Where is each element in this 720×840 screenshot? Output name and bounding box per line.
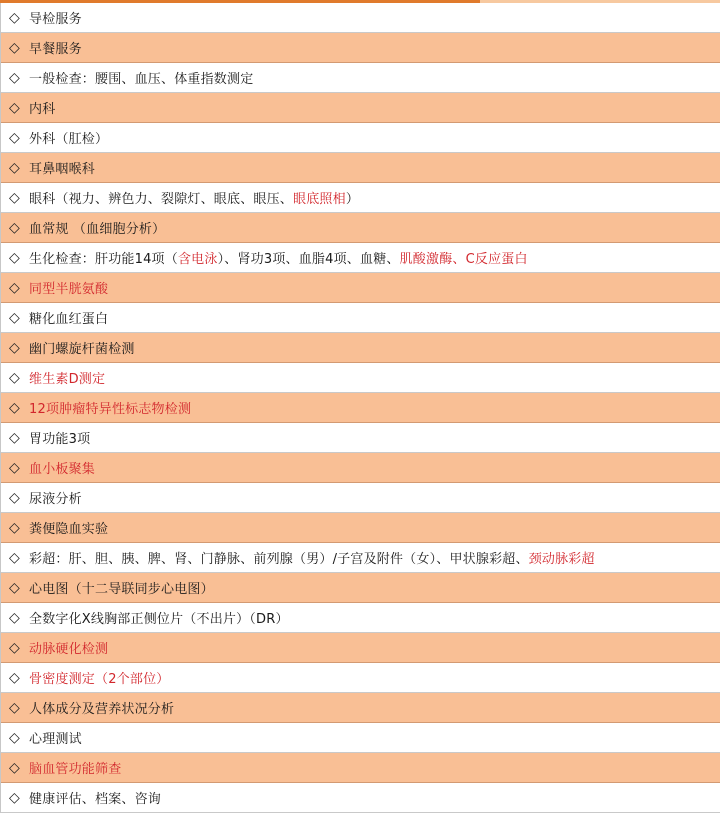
list-item — [1, 483, 720, 513]
list-item — [1, 93, 720, 123]
list-item-text — [27, 158, 95, 177]
list-item-text — [27, 98, 55, 117]
item-text-segment: ）、肾功3项、血脂4项、血糖、 — [217, 252, 400, 267]
highlighted-text: 骨密度测定（2个部位） — [29, 672, 170, 687]
item-text-segment: 生化检查：肝功能14项（ — [29, 252, 178, 267]
diamond-bullet-icon: ◇ — [9, 309, 20, 326]
list-item — [1, 243, 720, 273]
list-item-text — [27, 338, 135, 357]
diamond-bullet-icon: ◇ — [9, 699, 20, 716]
list-item-text — [27, 398, 191, 417]
list-item-text — [27, 698, 174, 717]
list-item-text — [27, 548, 595, 567]
diamond-bullet-icon: ◇ — [9, 789, 20, 806]
diamond-bullet-icon: ◇ — [9, 279, 20, 296]
list-item-text — [27, 278, 108, 297]
list-item — [1, 363, 720, 393]
diamond-bullet-icon: ◇ — [9, 39, 20, 56]
list-item-text — [27, 68, 253, 87]
item-text-segment: 胃功能3项 — [29, 432, 91, 447]
list-item — [1, 213, 720, 243]
list-item — [1, 123, 720, 153]
checkup-item-list — [0, 3, 720, 813]
item-text-segment: 外科（肛检） — [29, 132, 109, 147]
diamond-bullet-icon: ◇ — [9, 669, 20, 686]
list-item-text — [27, 188, 359, 207]
list-item-text — [27, 128, 108, 147]
highlighted-text: 眼底照相 — [293, 192, 346, 207]
item-text-segment: 粪便隐血实验 — [29, 522, 109, 537]
diamond-bullet-icon: ◇ — [9, 639, 20, 656]
list-item — [1, 543, 720, 573]
list-item-text — [27, 578, 214, 597]
list-item — [1, 153, 720, 183]
highlighted-text: 颈动脉彩超 — [528, 552, 595, 567]
item-text-segment: 彩超：肝、胆、胰、脾、肾、门静脉、前列腺（男）/子宫及附件（女）、甲状腺彩超、 — [29, 552, 529, 567]
list-item — [1, 393, 720, 423]
list-item — [1, 513, 720, 543]
diamond-bullet-icon: ◇ — [9, 159, 20, 176]
item-text-segment: 全数字化X线胸部正侧位片（不出片）（DR） — [29, 612, 289, 627]
list-item — [1, 753, 720, 783]
diamond-bullet-icon: ◇ — [9, 459, 20, 476]
list-item — [1, 423, 720, 453]
list-item-text — [27, 458, 95, 477]
list-item-text — [27, 8, 82, 27]
list-item — [1, 633, 720, 663]
item-text-segment: 糖化血红蛋白 — [29, 312, 109, 327]
item-text-segment: 人体成分及营养状况分析 — [29, 702, 175, 717]
list-item — [1, 63, 720, 93]
list-item-text — [27, 488, 82, 507]
diamond-bullet-icon: ◇ — [9, 549, 20, 566]
list-item — [1, 3, 720, 33]
item-text-segment: 导检服务 — [29, 12, 82, 27]
item-text-segment: 健康评估、档案、咨询 — [29, 792, 162, 807]
diamond-bullet-icon: ◇ — [9, 579, 20, 596]
list-item — [1, 33, 720, 63]
item-text-segment: 心理测试 — [29, 732, 82, 747]
diamond-bullet-icon: ◇ — [9, 369, 20, 386]
highlighted-text: 含电泳 — [177, 252, 218, 267]
item-text-segment: 一般检查：腰围、血压、体重指数测定 — [29, 72, 254, 87]
diamond-bullet-icon: ◇ — [9, 489, 20, 506]
diamond-bullet-icon: ◇ — [9, 69, 20, 86]
list-item — [1, 783, 720, 813]
list-item — [1, 573, 720, 603]
item-text-segment: 眼科（视力、辨色力、裂隙灯、眼底、眼压、 — [29, 192, 294, 207]
highlighted-text: 脑血管功能筛查 — [29, 762, 122, 777]
highlighted-text: 肌酸激酶、C反应蛋白 — [399, 252, 528, 267]
list-item-text — [27, 308, 108, 327]
diamond-bullet-icon: ◇ — [9, 9, 20, 26]
highlighted-text: 12项肿瘤特异性标志物检测 — [29, 402, 192, 417]
diamond-bullet-icon: ◇ — [9, 729, 20, 746]
highlighted-text: 同型半胱氨酸 — [29, 282, 109, 297]
list-item-text — [27, 518, 108, 537]
list-item-text — [27, 668, 169, 687]
list-item — [1, 663, 720, 693]
list-item — [1, 603, 720, 633]
item-text-segment: 血常规 （血细胞分析） — [29, 222, 166, 237]
list-item — [1, 333, 720, 363]
diamond-bullet-icon: ◇ — [9, 219, 20, 236]
list-item — [1, 453, 720, 483]
list-item-text — [27, 758, 121, 777]
list-item — [1, 723, 720, 753]
list-item — [1, 303, 720, 333]
highlighted-text: 维生素D测定 — [29, 372, 106, 387]
diamond-bullet-icon: ◇ — [9, 249, 20, 266]
list-item-text — [27, 218, 165, 237]
diamond-bullet-icon: ◇ — [9, 339, 20, 356]
list-item-text — [27, 248, 528, 267]
item-text-segment: 耳鼻咽喉科 — [29, 162, 96, 177]
diamond-bullet-icon: ◇ — [9, 429, 20, 446]
diamond-bullet-icon: ◇ — [9, 399, 20, 416]
list-item-text — [27, 608, 289, 627]
item-text-segment: 早餐服务 — [29, 42, 82, 57]
item-text-segment: ） — [345, 192, 360, 207]
diamond-bullet-icon: ◇ — [9, 609, 20, 626]
list-item-text — [27, 728, 82, 747]
item-text-segment: 心电图（十二导联同步心电图） — [29, 582, 214, 597]
diamond-bullet-icon: ◇ — [9, 189, 20, 206]
diamond-bullet-icon: ◇ — [9, 99, 20, 116]
diamond-bullet-icon: ◇ — [9, 519, 20, 536]
list-item — [1, 273, 720, 303]
list-item-text — [27, 368, 105, 387]
item-text-segment: 幽门螺旋杆菌检测 — [29, 342, 135, 357]
item-text-segment: 尿液分析 — [29, 492, 82, 507]
highlighted-text: 动脉硬化检测 — [29, 642, 109, 657]
list-item-text — [27, 428, 90, 447]
list-item-text — [27, 38, 82, 57]
list-item-text — [27, 638, 108, 657]
highlighted-text: 血小板聚集 — [29, 462, 96, 477]
item-text-segment: 内科 — [29, 102, 56, 117]
list-item — [1, 693, 720, 723]
list-item — [1, 183, 720, 213]
diamond-bullet-icon: ◇ — [9, 129, 20, 146]
diamond-bullet-icon: ◇ — [9, 759, 20, 776]
list-item-text — [27, 788, 161, 807]
